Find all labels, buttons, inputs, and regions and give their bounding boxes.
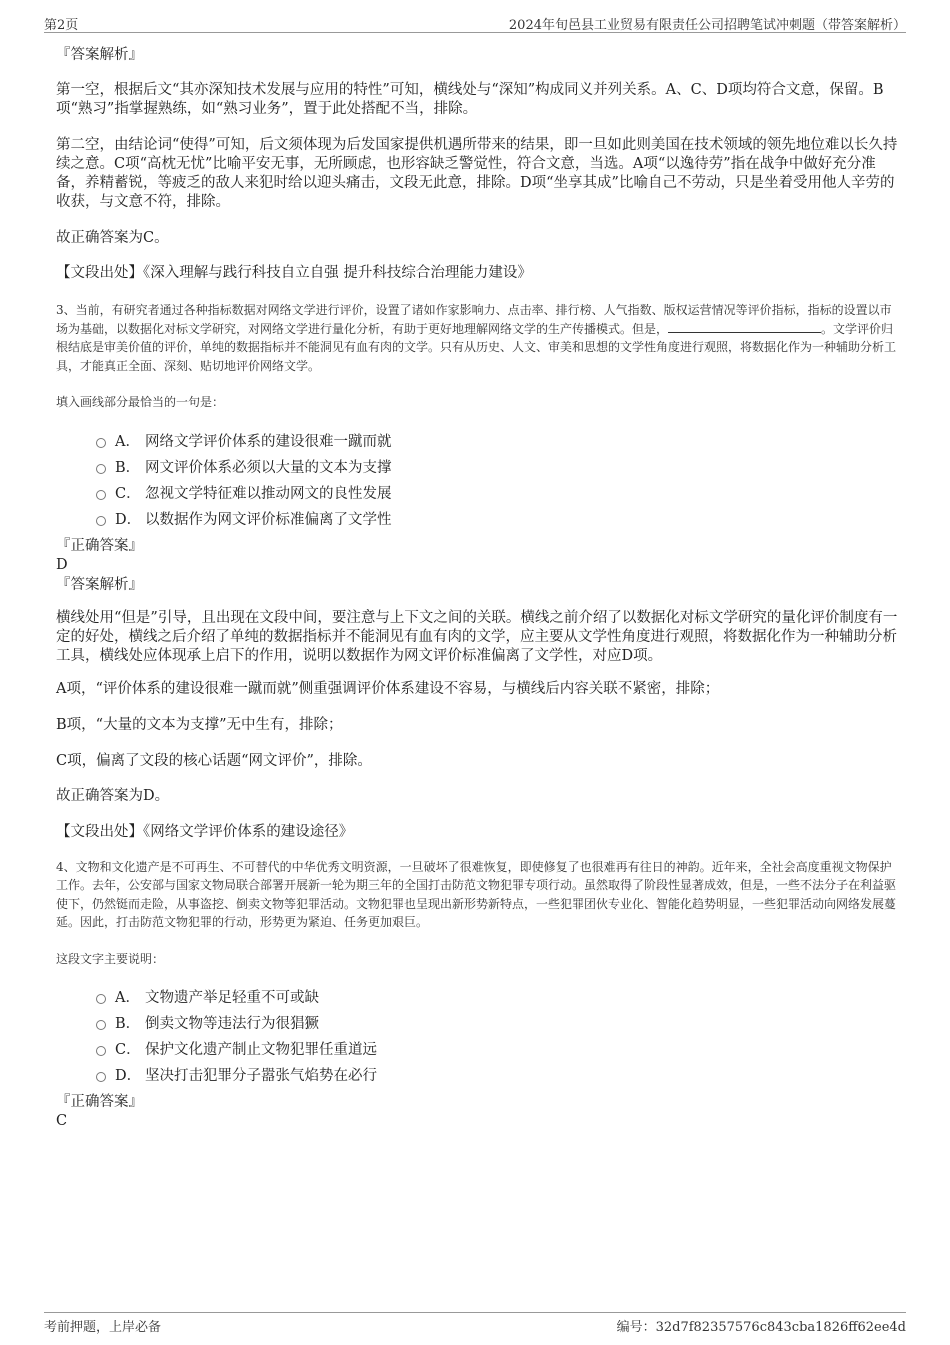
page-number: 第2页: [44, 18, 79, 33]
q2-conclusion: 故正确答案为C。: [56, 230, 169, 246]
q3-stem: [56, 301, 900, 375]
radio-icon[interactable]: [96, 438, 106, 448]
option-text: 以数据作为网文评价标准偏离了文学性: [145, 511, 392, 528]
q3-option-a[interactable]: [56, 429, 900, 455]
document-title: 2024年旬邑县工业贸易有限责任公司招聘笔试冲刺题（带答案解析）: [508, 18, 906, 33]
option-letter: C．: [115, 1042, 141, 1058]
q3-analysis-para1: 横线处用“但是”引导，且出现在文段中间，要注意与上下文之间的关联。横线之前介绍了以数据化对标文学研究的量化评价制度有一定的好处，横线之后介绍了单纯的数据指标并不能洞见有血有肉的文学，应主要从文学性角度进行观照，将数据化作为一种辅助分析工具，横线处应体现承上启下的作用，说明以数据作为网文评价标准偏离了文学性，对应D项。: [56, 609, 898, 664]
radio-icon[interactable]: [96, 464, 106, 474]
footer-slogan: 考前押题，上岸必备: [44, 1320, 162, 1335]
q3-analysis-para4: C项，偏离了文段的核心话题“网文评价”，排除。: [56, 752, 372, 769]
option-text: 网络文学评价体系的建设很难一蹴而就: [145, 433, 392, 450]
q4-options: [56, 985, 900, 1089]
q3-analysis-label: 『答案解析』: [56, 576, 143, 593]
q3-prompt: 填入画线部分最恰当的一句是：: [56, 395, 225, 409]
radio-icon[interactable]: [96, 1020, 106, 1030]
q3-option-d[interactable]: [56, 507, 900, 533]
q3-answer: D: [56, 556, 68, 573]
q4-option-d[interactable]: [56, 1063, 900, 1089]
q2-analysis-label: 『答案解析』: [56, 47, 143, 63]
q3-source-label: 【文段出处】: [56, 823, 143, 840]
radio-icon[interactable]: [96, 490, 106, 500]
option-letter: D．: [115, 1068, 142, 1084]
q3-options: [56, 429, 900, 533]
radio-icon[interactable]: [96, 994, 106, 1004]
footer-doc-id: 编号：32d7f82357576c843cba1826ff62ee4d: [616, 1320, 906, 1335]
q2-analysis-para2: 第二空，由结论词“使得”可知，后文须体现为后发国家提供机遇所带来的结果，即一旦如此则美国在技术领域的领先地位难以长久持续之意。C项“高枕无忧”比喻平安无事，无所顾虑，也形容缺乏警觉性，符合文意，当选。A项“以逸待劳”指在战争中做好充分准备，养精蓄锐，等疲乏的敌人来犯时给以迎头痛击，文段无此意，排除。D项“坐享其成”比喻自己不劳动，只是坐着受用他人辛劳的收获，与文意不符，排除。: [56, 137, 898, 210]
page-footer: [44, 1312, 906, 1333]
q3-analysis-para2: A项，“评价体系的建设很难一蹴而就”侧重强调评价体系建设不容易，与横线后内容关联不紧密，排除；: [56, 680, 720, 697]
option-letter: B．: [115, 1016, 141, 1032]
option-text: 保护文化遗产制止文物犯罪任重道远: [145, 1042, 377, 1058]
page-header: [44, 12, 906, 33]
option-letter: B．: [115, 459, 141, 476]
q3-fill-blank: [668, 320, 821, 333]
radio-icon[interactable]: [96, 516, 106, 526]
q3-stem-part1: 3、当前，有研究者通过各种指标数据对网络文学进行评价，设置了诸如作家影响力、点击率、排行榜、人气指数、版权运营情况等评价指标，指标的设置以市场为基础，以数据化对标文学研究，对网络文学进行量化分析，有助于更好地理解网络文学的生产传播模式。但是，: [56, 303, 892, 336]
option-letter: D．: [115, 511, 142, 528]
option-letter: A．: [115, 990, 140, 1006]
q3-answer-label: 『正确答案』: [56, 537, 143, 554]
q4-prompt: 这段文字主要说明：: [56, 951, 165, 966]
option-letter: A．: [115, 433, 140, 450]
q4-option-a[interactable]: [56, 985, 900, 1011]
q3-source: [56, 823, 900, 842]
q2-source-label: 【文段出处】: [56, 265, 143, 281]
q3-source-title: 《网络文学评价体系的建设途径》: [143, 823, 354, 840]
q3-stem-part2: 。文学评价归根结底是审美价值的评价，单纯的数据指标并不能洞见有血有肉的文学。只有从历史、人文、审美和思想的文学性角度进行观照，将数据化作为一种辅助分析工具，才能真正全面、深刻、贴切地评价网络文学。: [56, 321, 897, 373]
option-text: 倒卖文物等违法行为很猖獗: [145, 1016, 319, 1032]
q2-analysis-para1: 第一空，根据后文“其亦深知技术发展与应用的特性”可知，横线处与“深知”构成同义并列关系。A、C、D项均符合文意，保留。B项“熟习”指掌握熟练，如“熟习业务”，置于此处搭配不当，排除。: [56, 82, 884, 117]
document-body: [56, 46, 900, 1131]
q4-answer-label: 『正确答案』: [56, 1094, 143, 1110]
q4-option-b[interactable]: [56, 1011, 900, 1037]
option-letter: C．: [115, 485, 141, 502]
radio-icon[interactable]: [96, 1046, 106, 1056]
q3-analysis-para3: B项，“大量的文本为支撑”无中生有，排除；: [56, 716, 343, 733]
q4-stem: 4、文物和文化遗产是不可再生、不可替代的中华优秀文明资源，一旦破坏了很难恢复，即使修复了也很难再有往日的神韵。近年来，全社会高度重视文物保护工作。去年，公安部与国家文物局联合部署开展新一轮为期三年的全国打击防范文物犯罪专项行动。虽然取得了阶段性显著成效，但是，一些不法分子在利益驱使下，仍然铤而走险，从事盗挖、倒卖文物等犯罪活动。文物犯罪也呈现出新形势新特点，一些犯罪团伙专业化、智能化趋势明显，一些犯罪活动向网络发展蔓延。因此，打击防范文物犯罪的行动，形势更为紧迫、任务更加艰巨。: [56, 859, 897, 929]
q2-source-title: 《深入理解与践行科技自立自强 提升科技综合治理能力建设》: [143, 265, 532, 281]
q3-option-b[interactable]: [56, 455, 900, 481]
option-text: 坚决打击犯罪分子嚣张气焰势在必行: [145, 1068, 377, 1084]
radio-icon[interactable]: [96, 1072, 106, 1082]
q4-answer: C: [56, 1113, 68, 1129]
option-text: 网文评价体系必须以大量的文本为支撑: [145, 459, 392, 476]
q3-option-c[interactable]: [56, 481, 900, 507]
option-text: 文物遗产举足轻重不可或缺: [145, 990, 319, 1006]
q3-conclusion: 故正确答案为D。: [56, 787, 170, 804]
option-text: 忽视文学特征难以推动网文的良性发展: [145, 485, 392, 502]
q2-source: [56, 264, 900, 283]
q4-option-c[interactable]: [56, 1037, 900, 1063]
